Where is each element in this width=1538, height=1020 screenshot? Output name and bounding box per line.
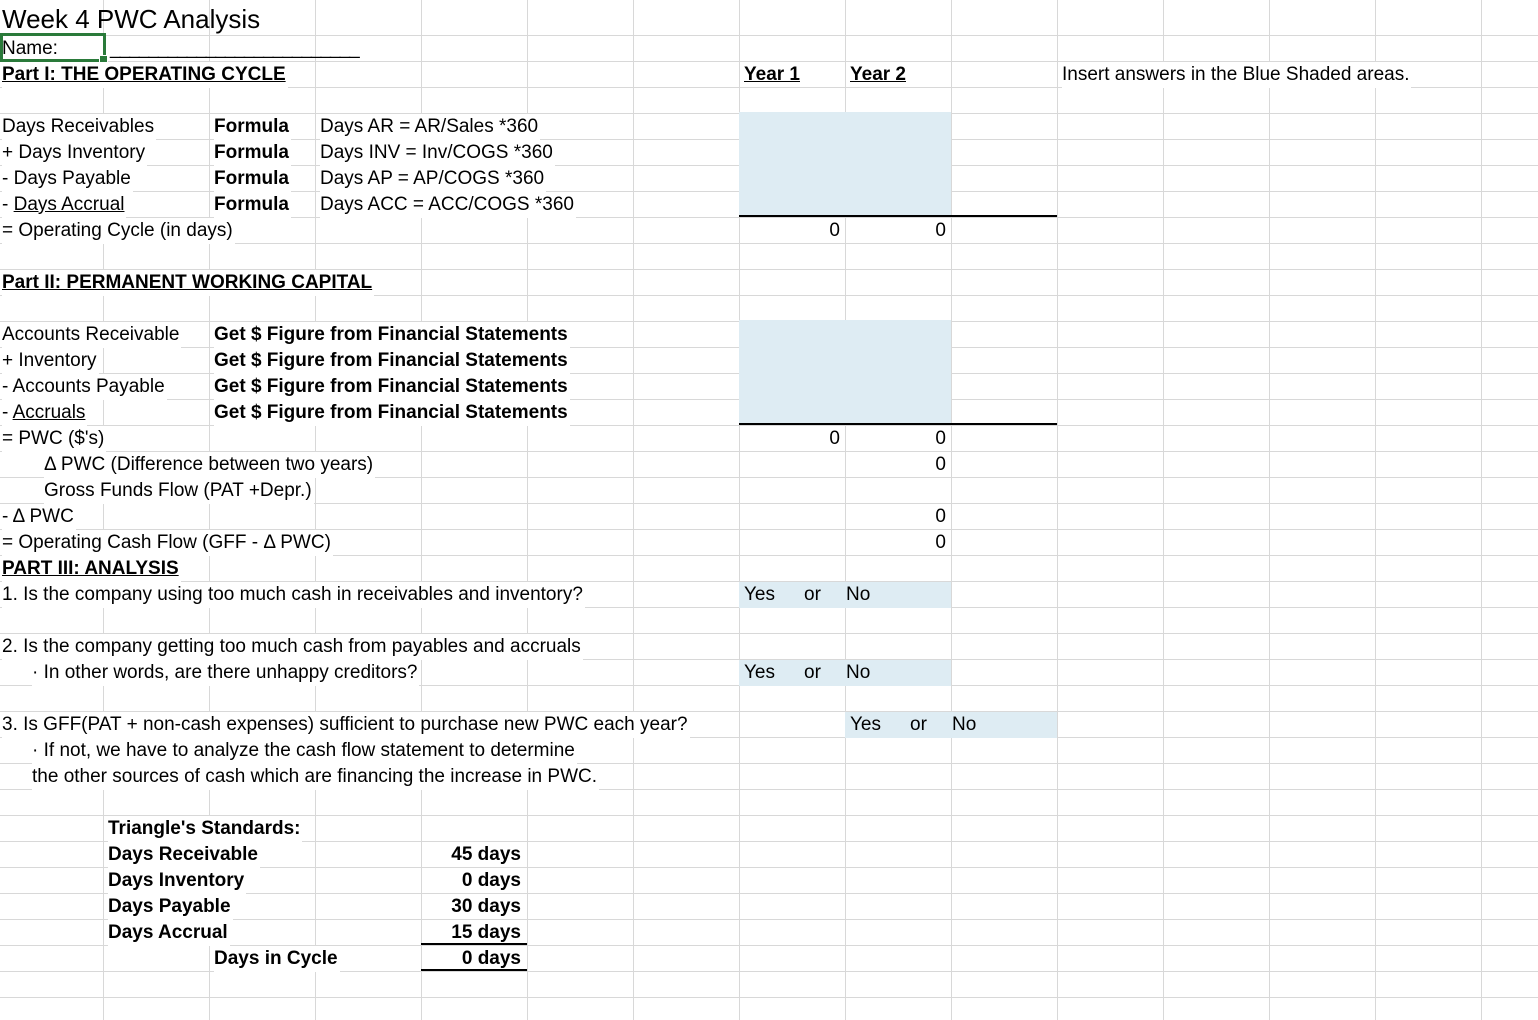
q3-or: or	[910, 714, 927, 735]
formula-tag: Formula	[214, 166, 291, 192]
source-note: Get $ Figure from Financial Statements	[214, 374, 570, 400]
pwc-year2: 0	[935, 428, 946, 449]
inventory-label: + Inventory	[2, 348, 99, 374]
selected-cell[interactable]	[0, 33, 106, 62]
sheet-title: Week 4 PWC Analysis	[2, 4, 261, 34]
accruals-label	[2, 400, 87, 426]
source-note: Get $ Figure from Financial Statements	[214, 400, 570, 426]
question-3-sub-1: · If not, we have to analyze the cash flow statement to determine	[32, 738, 577, 764]
ocf-label: = Operating Cash Flow (GFF - Δ PWC)	[2, 530, 333, 556]
name-input-line[interactable]: __________________________	[110, 38, 359, 59]
part1-input-area[interactable]	[739, 112, 951, 216]
accounts-receivable-label: Accounts Receivable	[2, 322, 181, 348]
label-text: Days Accrual	[13, 194, 125, 215]
minus-delta-pwc-year2: 0	[935, 506, 946, 527]
standards-label: Days Inventory	[108, 868, 246, 894]
accounts-payable-label: - Accounts Payable	[2, 374, 167, 400]
days-in-cycle-label: Days in Cycle	[214, 946, 340, 972]
q1-or: or	[804, 584, 821, 605]
source-note: Get $ Figure from Financial Statements	[214, 322, 570, 348]
part2-input-area[interactable]	[739, 320, 951, 424]
year2-header: Year 2	[850, 64, 906, 85]
question-3-sub-2: the other sources of cash which are financing the increase in PWC.	[32, 764, 599, 790]
formula-text: Days AP = AP/COGS *360	[320, 166, 546, 192]
source-note: Get $ Figure from Financial Statements	[214, 348, 570, 374]
q2-or: or	[804, 662, 821, 683]
question-1: 1. Is the company using too much cash in receivables and inventory?	[2, 582, 585, 608]
standards-value: 30 days	[451, 896, 521, 917]
year1-header: Year 1	[744, 64, 800, 85]
standards-value: 15 days	[451, 922, 521, 943]
formula-tag: Formula	[214, 192, 291, 218]
label-prefix: -	[2, 194, 14, 215]
gff-label: Gross Funds Flow (PAT +Depr.)	[44, 478, 314, 504]
standards-label: Days Payable	[108, 894, 233, 920]
part1-total-rule	[739, 215, 1057, 217]
instructions-note: Insert answers in the Blue Shaded areas.	[1062, 62, 1411, 88]
name-label: Name:	[2, 38, 58, 59]
days-accrual-label	[2, 192, 126, 218]
q3-no[interactable]: No	[952, 714, 977, 735]
formula-tag: Formula	[214, 140, 291, 166]
formula-tag: Formula	[214, 114, 291, 140]
formula-text: Days ACC = ACC/COGS *360	[320, 192, 576, 218]
delta-pwc-year2: 0	[935, 454, 946, 475]
part3-heading: PART III: ANALYSIS	[2, 556, 181, 582]
days-receivables-label: Days Receivables	[2, 114, 156, 140]
pwc-label: = PWC ($'s)	[2, 426, 106, 452]
standards-value: 45 days	[451, 844, 521, 865]
standards-label: Days Receivable	[108, 842, 260, 868]
part2-total-rule	[739, 423, 1057, 425]
delta-pwc-label: Δ PWC (Difference between two years)	[44, 452, 375, 478]
question-3: 3. Is GFF(PAT + non-cash expenses) sufficient to purchase new PWC each year?	[2, 712, 690, 738]
operating-cycle-year1: 0	[829, 220, 840, 241]
formula-text: Days INV = Inv/COGS *360	[320, 140, 555, 166]
grid-row-line	[0, 997, 1538, 998]
days-in-cycle-value: 0 days	[461, 948, 521, 969]
minus-delta-pwc-label: - Δ PWC	[2, 504, 76, 530]
standards-label: Days Accrual	[108, 920, 230, 946]
q2-yes[interactable]: Yes	[744, 662, 775, 683]
days-payable-label: - Days Payable	[2, 166, 133, 192]
part1-heading: Part I: THE OPERATING CYCLE	[2, 62, 288, 88]
q3-yes[interactable]: Yes	[850, 714, 881, 735]
q2-no[interactable]: No	[846, 662, 871, 683]
question-2: 2. Is the company getting too much cash from payables and accruals	[2, 634, 583, 660]
q1-yes[interactable]: Yes	[744, 584, 775, 605]
question-2-sub: · In other words, are there unhappy creditors?	[32, 660, 419, 686]
pwc-year1: 0	[829, 428, 840, 449]
ocf-year2: 0	[935, 532, 946, 553]
formula-text: Days AR = AR/Sales *360	[320, 114, 540, 140]
label-prefix: -	[2, 402, 13, 423]
label-text: Accruals	[12, 402, 86, 423]
standards-value: 0 days	[461, 870, 521, 891]
days-inventory-label: + Days Inventory	[2, 140, 147, 166]
part2-heading: Part II: PERMANENT WORKING CAPITAL	[2, 270, 374, 296]
operating-cycle-year2: 0	[935, 220, 946, 241]
standards-heading: Triangle's Standards:	[108, 816, 302, 842]
q1-no[interactable]: No	[846, 584, 871, 605]
operating-cycle-label: = Operating Cycle (in days)	[2, 218, 235, 244]
